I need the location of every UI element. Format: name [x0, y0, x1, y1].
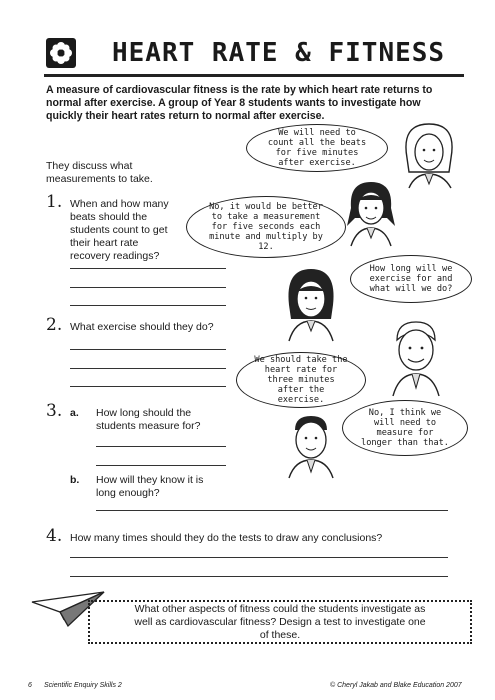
page-title: HEART RATE & FITNESS [112, 38, 446, 68]
question-1-number: 1. [46, 192, 63, 212]
speech-bubble-2 [186, 196, 346, 258]
question-4-text: How many times should they do the tests to draw any conclusions? [70, 532, 383, 544]
discuss-text: They discuss what measurements to take. [46, 160, 153, 185]
speech-bubble-1 [246, 124, 388, 172]
speech-bubble-2-text: No, it would be better to take a measurement for five seconds each minute and multiply by 12. [209, 202, 323, 252]
question-4-number: 4. [46, 526, 63, 546]
book-title: Scientific Enquiry Skills 2 [44, 682, 122, 689]
speech-bubble-4 [236, 352, 366, 408]
student-girl-2-illustration [343, 178, 399, 248]
question-3-number: 3. [46, 401, 63, 421]
extension-task-text: What other aspects of fitness could the students investigate as well as cardiovascular fitness? Design a test to investigate one of these. [134, 602, 426, 641]
student-boy-1-illustration [383, 318, 449, 398]
answer-line[interactable] [96, 465, 226, 466]
question-2-number: 2. [46, 315, 63, 335]
intro-text: A measure of cardiovascular fitness is the rate by which heart rate returns to normal after exercise. A group of Year 8 students wants to investigate how quickly their heart rates return to normal after exercise. [46, 84, 433, 122]
answer-line[interactable] [70, 576, 448, 577]
question-2-text: What exercise should they do? [70, 321, 214, 333]
speech-bubble-3 [350, 255, 472, 303]
question-1-text: When and how many beats should the students count to get their heart rate recovery readings? [70, 198, 169, 262]
question-3b-text: How will they know it is long enough? [96, 474, 204, 499]
page-number: 6 [28, 682, 32, 689]
question-3b-label: b. [70, 474, 80, 486]
answer-line[interactable] [70, 349, 226, 350]
answer-line[interactable] [96, 446, 226, 447]
question-3a-text: How long should the students measure for? [96, 407, 201, 432]
answer-line[interactable] [70, 386, 226, 387]
answer-line[interactable] [70, 368, 226, 369]
flower-icon [46, 38, 76, 68]
extension-task-box [88, 600, 472, 644]
answer-line[interactable] [70, 287, 226, 288]
speech-bubble-3-text: How long will we exercise for and what will we do? [369, 264, 453, 294]
speech-bubble-1-text: We will need to count all the beats for five minutes after exercise. [267, 128, 367, 168]
student-girl-3-illustration [281, 265, 341, 343]
student-girl-1-illustration [395, 120, 463, 190]
speech-bubble-4-text: We should take the heart rate for three minutes after the exercise. [254, 355, 348, 405]
speech-bubble-5 [342, 400, 468, 456]
student-boy-2-illustration [283, 410, 339, 480]
answer-line[interactable] [70, 557, 448, 558]
speech-bubble-5-text: No, I think we will need to measure for longer than that. [361, 408, 449, 448]
copyright: © Cheryl Jakab and Blake Education 2007 [330, 682, 462, 689]
question-3a-label: a. [70, 407, 79, 419]
answer-line[interactable] [96, 510, 448, 511]
answer-line[interactable] [70, 268, 226, 269]
answer-line[interactable] [70, 305, 226, 306]
